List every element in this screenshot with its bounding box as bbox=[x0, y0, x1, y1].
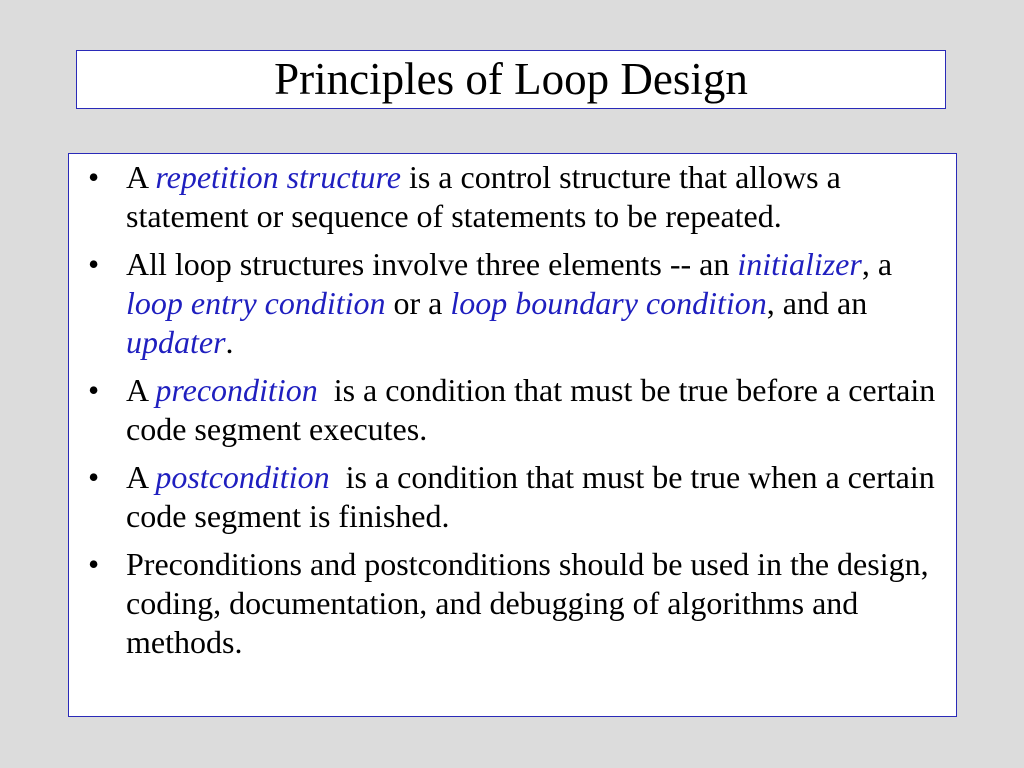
bullet-text: is a condition that must be true when a certain code segment is finished. bbox=[126, 459, 943, 534]
bullet-dot-icon: • bbox=[88, 372, 100, 408]
term-postcondition: postcondition bbox=[155, 459, 330, 495]
content-box bbox=[68, 153, 957, 717]
bullet-text: is a condition that must be true before a certain code segment executes. bbox=[126, 372, 944, 447]
term-precondition: precondition bbox=[155, 372, 318, 408]
bullet-text: All loop structures involve three elements -- an bbox=[126, 246, 738, 282]
bullet-text: . bbox=[225, 324, 234, 360]
term-repetition-structure: repetition structure bbox=[155, 159, 401, 195]
bullet-dot-icon: • bbox=[88, 459, 100, 495]
bullet-item-pre-post-usage bbox=[82, 545, 942, 662]
term-loop-entry-condition: loop entry condition bbox=[126, 285, 386, 321]
bullet-item-repetition-structure bbox=[82, 158, 942, 236]
term-loop-boundary-condition: loop boundary condition bbox=[450, 285, 767, 321]
bullet-list bbox=[82, 158, 942, 662]
term-updater: updater bbox=[126, 324, 226, 360]
bullet-text: Preconditions and postconditions should be used in the design, coding, documentation, and debugging of algorithms and methods. bbox=[126, 546, 929, 660]
title-box bbox=[76, 50, 946, 109]
slide-title: Principles of Loop Design bbox=[274, 54, 748, 104]
bullet-text: or a bbox=[385, 285, 451, 321]
bullet-dot-icon: • bbox=[88, 159, 100, 195]
bullet-dot-icon: • bbox=[88, 246, 100, 282]
bullet-text: , and an bbox=[766, 285, 868, 321]
bullet-item-loop-elements bbox=[82, 245, 942, 362]
bullet-item-postcondition bbox=[82, 458, 942, 536]
bullet-text: is a control structure that allows a statement or sequence of statements to be repeated. bbox=[126, 159, 841, 234]
bullet-dot-icon: • bbox=[88, 546, 100, 582]
bullet-item-precondition bbox=[82, 371, 942, 449]
bullet-text: , a bbox=[861, 246, 893, 282]
bullet-text: A bbox=[126, 372, 156, 408]
term-initializer: initializer bbox=[737, 246, 862, 282]
bullet-text: A bbox=[126, 159, 156, 195]
bullet-text: A bbox=[126, 459, 156, 495]
